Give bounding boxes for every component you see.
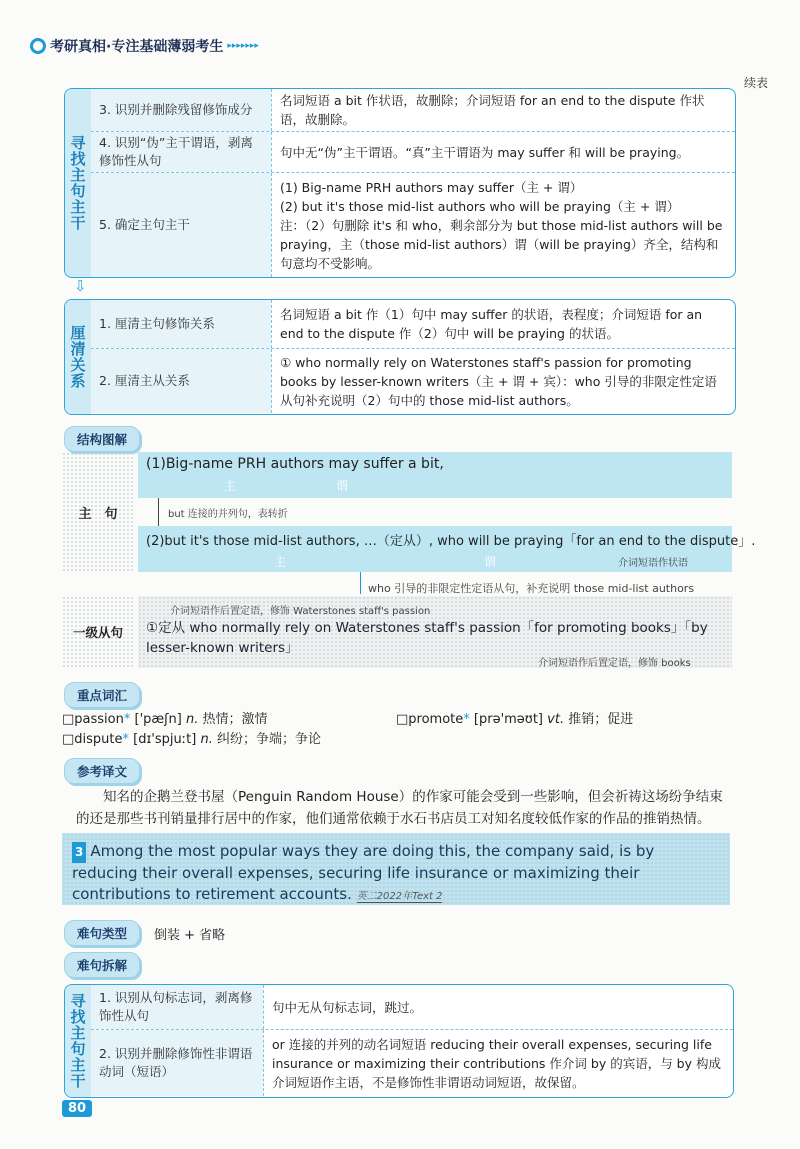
table-row [91, 132, 735, 173]
vocab-item: □passion* ['pæʃn] n. 热情；激情 [62, 712, 268, 727]
step-note: 句中无“伪”主干谓语。“真”主干谓语为 may suffer 和 will be praying。 [280, 144, 690, 160]
table-row [91, 349, 735, 413]
star-icon: * [122, 732, 130, 747]
clause-band-1 [138, 452, 732, 498]
predicate-label: 谓 [484, 555, 497, 569]
subject-label: 主 [224, 479, 237, 493]
main-clause-note: 注：（2）句删除 it's 和 who，剩余部分为 but those mid-list authors will be praying，主（those mid-list authors）谓（will be praying）齐全，结构和句意均不受影响。 [280, 217, 723, 271]
connector-line [158, 498, 159, 526]
table-row [91, 985, 733, 1030]
translation-text: 知名的企鹅兰登书屋（Penguin Random House）的作家可能会受到一些影响，但会祈祷这场纷争结束的还是那些书刊销量排行居中的作家，他们通常依赖于水石书店员工对知名度较低作家的作品的推销热情。 [76, 789, 723, 827]
section-tag-sentence-type: 难句类型 [64, 920, 140, 946]
table-side-label: 寻找主句主干 [65, 985, 91, 1097]
table-row [91, 1030, 733, 1096]
step-label: 4. 识别“伪”主干谓语，剥离修饰性从句 [91, 132, 271, 172]
sentence-source: 英二2022年Text 2 [356, 891, 443, 902]
sentence-text: Among the most popular ways they are doing this, the company said, is by reducing their overall expenses, securing life insurance or maximizing their contributions to retirement accounts. [72, 842, 655, 903]
step-note: 名词短语 a bit 作状语，故删除；介词短语 for an end to the dispute 作状语，故删除。 [280, 93, 705, 127]
step-note: or 连接的并列的动名词短语 reducing their overall expenses, securing life insurance or maximizing their contributions 作介词 by 的宾语，与 by 构成介词短语作主语，不是修饰性非谓语动词短语，故保留。 [272, 1036, 721, 1090]
table-clarify-relations [64, 299, 736, 415]
main-clause-1: (1) Big-name PRH authors may suffer（主 + 谓） [280, 179, 583, 195]
table-find-main-clause [64, 88, 736, 278]
table-row [91, 173, 735, 277]
star-icon: * [463, 712, 470, 727]
level1-clause-band [138, 596, 732, 668]
page-number: 80 [62, 1100, 92, 1117]
vocab-item: □promote* [prə'məʊt] vt. 推销；促进 [396, 712, 634, 727]
sentence-number: 3 [72, 842, 86, 863]
table-side-label: 厘清关系 [65, 300, 91, 414]
step-label: 5. 确定主句主干 [91, 173, 271, 277]
sentence-type-value: 倒装 + 省略 [154, 927, 226, 943]
who-note: who 引导的非限定性定语从句，补充说明 those mid-list authors [368, 582, 695, 595]
search-logo-icon [30, 38, 46, 54]
clause-line: ①定从 who normally rely on Waterstones staff's passion「for promoting books」「by lesser-known writers」 [146, 620, 708, 656]
header-title: 考研真相·专注基础薄弱考生 [50, 39, 224, 55]
sentence-type-row [64, 920, 225, 946]
subject-label: 主 [274, 555, 287, 569]
section-tag-structure: 结构图解 [64, 426, 140, 452]
main-clause-label: 主 句 [62, 452, 134, 572]
connector-note: but 连接的并列句，表转折 [168, 509, 288, 520]
section-tag-translation: 参考译文 [64, 758, 140, 784]
clause-line-2: (2)but it's those mid-list authors, …（定从）, who will be praying「for an end to the dispute」. [146, 534, 756, 549]
header-brand [30, 36, 259, 56]
section-tag-vocab: 重点词汇 [64, 682, 140, 708]
adverbial-note: 介词短语作状语 [618, 558, 688, 569]
main-clause-2: (2) but it's those mid-list authors who will be praying（主 + 谓） [280, 198, 680, 214]
star-icon: * [123, 712, 131, 727]
clause-bottom-note: 介词短语作后置定语，修饰 books [538, 658, 691, 669]
level1-clause-label: 一级从句 [62, 596, 134, 668]
predicate-label: 谓 [336, 479, 349, 493]
header-arrows-icon: ▸▸▸▸▸▸▸ [227, 41, 259, 51]
table-row [91, 300, 735, 349]
step-note: ① who normally rely on Waterstones staff's passion for promoting books by lesser-known writers（主 + 谓 + 宾）：who 引导的非限定性定语从句补充说明（2）句中的 those mid-list authors。 [280, 354, 717, 408]
clause-band-2 [138, 526, 756, 572]
vocab-item: □dispute* [dɪ'spjuːt] n. 纠纷；争端；争论 [62, 732, 321, 747]
table-row [91, 89, 735, 132]
continued-label: 续表 [743, 76, 768, 90]
step-note: 名词短语 a bit 作（1）句中 may suffer 的状语，表程度；介词短语 for an end to the dispute 作（2）句中 will be praying 的状语。 [280, 307, 703, 341]
who-arrow-line [360, 572, 361, 594]
down-arrow-icon: ⇩ [74, 277, 87, 295]
step-label: 3. 识别并删除残留修饰成分 [91, 89, 271, 131]
step-label: 1. 厘清主句修饰关系 [91, 300, 271, 348]
step-label: 2. 厘清主从关系 [91, 349, 271, 413]
table-side-label: 寻找主句主干 [65, 89, 91, 277]
step-label: 2. 识别并删除修饰性非谓语动词（短语） [91, 1030, 263, 1096]
clause-top-note: 介词短语作后置定语，修饰 Waterstones staff's passion [170, 606, 431, 617]
step-note: 句中无从句标志词，跳过。 [272, 999, 423, 1015]
example-sentence-3 [62, 833, 730, 905]
section-tag-breakdown: 难句拆解 [64, 952, 140, 978]
table-breakdown [64, 984, 734, 1098]
step-label: 1. 识别从句标志词，剥离修饰性从句 [91, 985, 263, 1029]
clause-line-1: (1)Big-name PRH authors may suffer a bit, [146, 456, 444, 472]
